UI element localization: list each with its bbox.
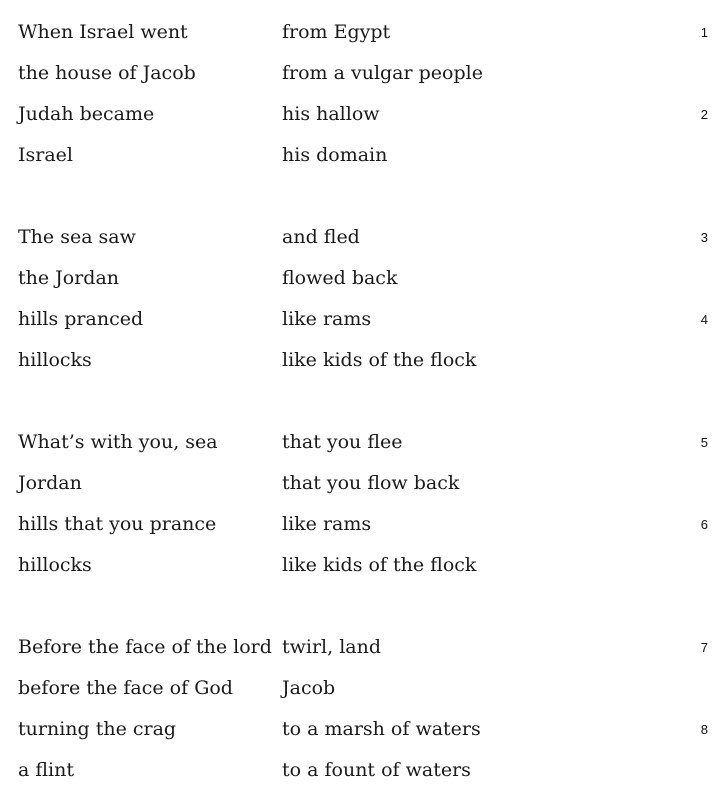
line-first-half: the house of Jacob [18, 62, 196, 84]
poem-line [18, 546, 708, 587]
poem-line [18, 54, 708, 95]
poem-line [18, 341, 708, 382]
poem-line [18, 464, 708, 505]
poem-line [18, 13, 708, 54]
line-first-half: Before the face of the lord [18, 636, 272, 658]
line-first-half: the Jordan [18, 267, 120, 289]
verse-number: 3 [700, 230, 708, 245]
poem-line [18, 136, 708, 177]
poem [18, 13, 708, 792]
poem-line [18, 710, 708, 751]
line-second-half: to a fount of waters [282, 759, 471, 781]
line-second-half: that you flee [282, 431, 403, 453]
poem-line [18, 300, 708, 341]
line-second-half: his hallow [282, 103, 380, 125]
verse-number: 1 [700, 25, 708, 40]
verse-number: 2 [700, 107, 708, 122]
line-second-half: like rams [282, 308, 372, 330]
line-second-half: like kids of the flock [282, 349, 477, 371]
verse-number: 7 [700, 640, 708, 655]
poem-line [18, 628, 708, 669]
line-second-half: from Egypt [282, 21, 391, 43]
poem-line [18, 669, 708, 710]
line-first-half: Jordan [18, 472, 82, 494]
line-first-half: Israel [18, 144, 73, 166]
verse-number: 6 [700, 517, 708, 532]
line-first-half: Judah became [18, 103, 155, 125]
line-first-half: hillocks [18, 349, 92, 371]
line-first-half: When Israel went [18, 21, 188, 43]
stanza-1 [18, 13, 708, 177]
line-first-half: The sea saw [18, 226, 136, 248]
line-second-half: like kids of the flock [282, 554, 477, 576]
line-first-half: hillocks [18, 554, 92, 576]
line-second-half: from a vulgar people [282, 62, 483, 84]
stanza-4 [18, 628, 708, 792]
line-second-half: to a marsh of waters [282, 718, 481, 740]
verse-number: 8 [700, 722, 708, 737]
line-first-half: hills pranced [18, 308, 144, 330]
line-second-half: flowed back [282, 267, 398, 289]
line-first-half: a flint [18, 759, 74, 781]
poem-line [18, 95, 708, 136]
stanza-3 [18, 423, 708, 587]
poem-line [18, 751, 708, 792]
poem-line [18, 423, 708, 464]
line-first-half: What’s with you, sea [18, 431, 218, 453]
poem-line [18, 259, 708, 300]
verse-number: 4 [700, 312, 708, 327]
line-first-half: hills that you prance [18, 513, 217, 535]
line-second-half: Jacob [282, 677, 336, 699]
line-second-half: that you flow back [282, 472, 460, 494]
line-second-half: twirl, land [282, 636, 382, 658]
poem-line [18, 218, 708, 259]
line-second-half: like rams [282, 513, 372, 535]
line-second-half: and fled [282, 226, 360, 248]
verse-number: 5 [700, 435, 708, 450]
stanza-2 [18, 218, 708, 382]
poem-line [18, 505, 708, 546]
line-first-half: turning the crag [18, 718, 177, 740]
line-first-half: before the face of God [18, 677, 233, 699]
line-second-half: his domain [282, 144, 388, 166]
